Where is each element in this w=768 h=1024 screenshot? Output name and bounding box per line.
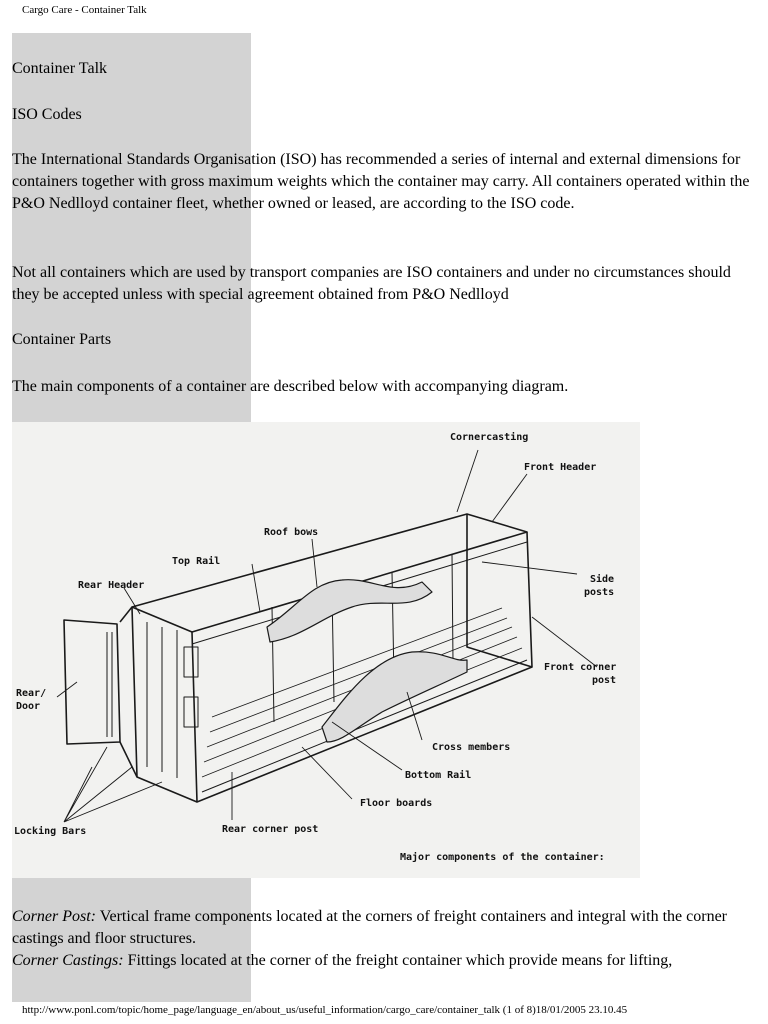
page-footer-url: http://www.ponl.com/topic/home_page/language_en/about_us/useful_information/cargo_care/container_talk (1 of 8)18/01/2005 23.10.45	[22, 1004, 628, 1016]
definition-term: Corner Post:	[12, 908, 96, 925]
definition-term: Corner Castings:	[12, 952, 124, 969]
label-side-posts-2: posts	[584, 587, 615, 598]
iso-paragraph-1: The International Standards Organisation (ISO) has recommended a series of internal and external dimensions for containers together with gross maximum weights which the container may carry. All containers operated within the P&O Nedlloyd container fleet, whether owned or leased, are according to the ISO code.	[12, 151, 750, 212]
container-diagram-drawing	[12, 422, 640, 878]
label-cross-members: Cross members	[432, 742, 511, 753]
label-rear-door-1: Rear/	[16, 688, 47, 699]
label-roof-bows: Roof bows	[264, 527, 319, 538]
diagram-caption: Major components of the container:	[400, 852, 605, 863]
label-locking-bars: Locking Bars	[14, 826, 87, 837]
page-title: Container Talk	[12, 60, 108, 77]
parts-heading: Container Parts	[12, 331, 112, 348]
definition-corner-castings	[12, 950, 756, 972]
label-bottom-rail: Bottom Rail	[405, 770, 472, 781]
definitions	[12, 906, 756, 972]
label-floor-boards: Floor boards	[360, 798, 433, 809]
label-cornercasting: Cornercasting	[450, 432, 529, 443]
label-front-corner-post-2: post	[592, 675, 617, 686]
label-rear-header: Rear Header	[78, 580, 145, 591]
label-rear-door-2: Door	[16, 701, 41, 712]
iso-heading: ISO Codes	[12, 106, 82, 123]
parts-intro: The main components of a container are described below with accompanying diagram.	[12, 378, 569, 395]
page-header: Cargo Care - Container Talk	[22, 4, 147, 16]
definition-text: Vertical frame components located at the corners of freight containers and integral with the corner castings and floor structures.	[12, 908, 728, 947]
definition-corner-post	[12, 906, 756, 950]
container-diagram	[12, 422, 640, 878]
label-side-posts-1: Side	[590, 574, 615, 585]
iso-paragraph-2: Not all containers which are used by transport companies are ISO containers and under no circumstances should they be accepted unless with special agreement obtained from P&O Nedlloyd	[12, 264, 731, 303]
label-front-header: Front Header	[524, 462, 597, 473]
label-rear-corner-post: Rear corner post	[222, 824, 319, 835]
label-front-corner-post-1: Front corner	[544, 662, 617, 673]
definition-text: Fittings located at the corner of the freight container which provide means for lifting,	[123, 952, 673, 969]
gray-band-top	[12, 33, 251, 423]
label-top-rail: Top Rail	[172, 556, 221, 567]
